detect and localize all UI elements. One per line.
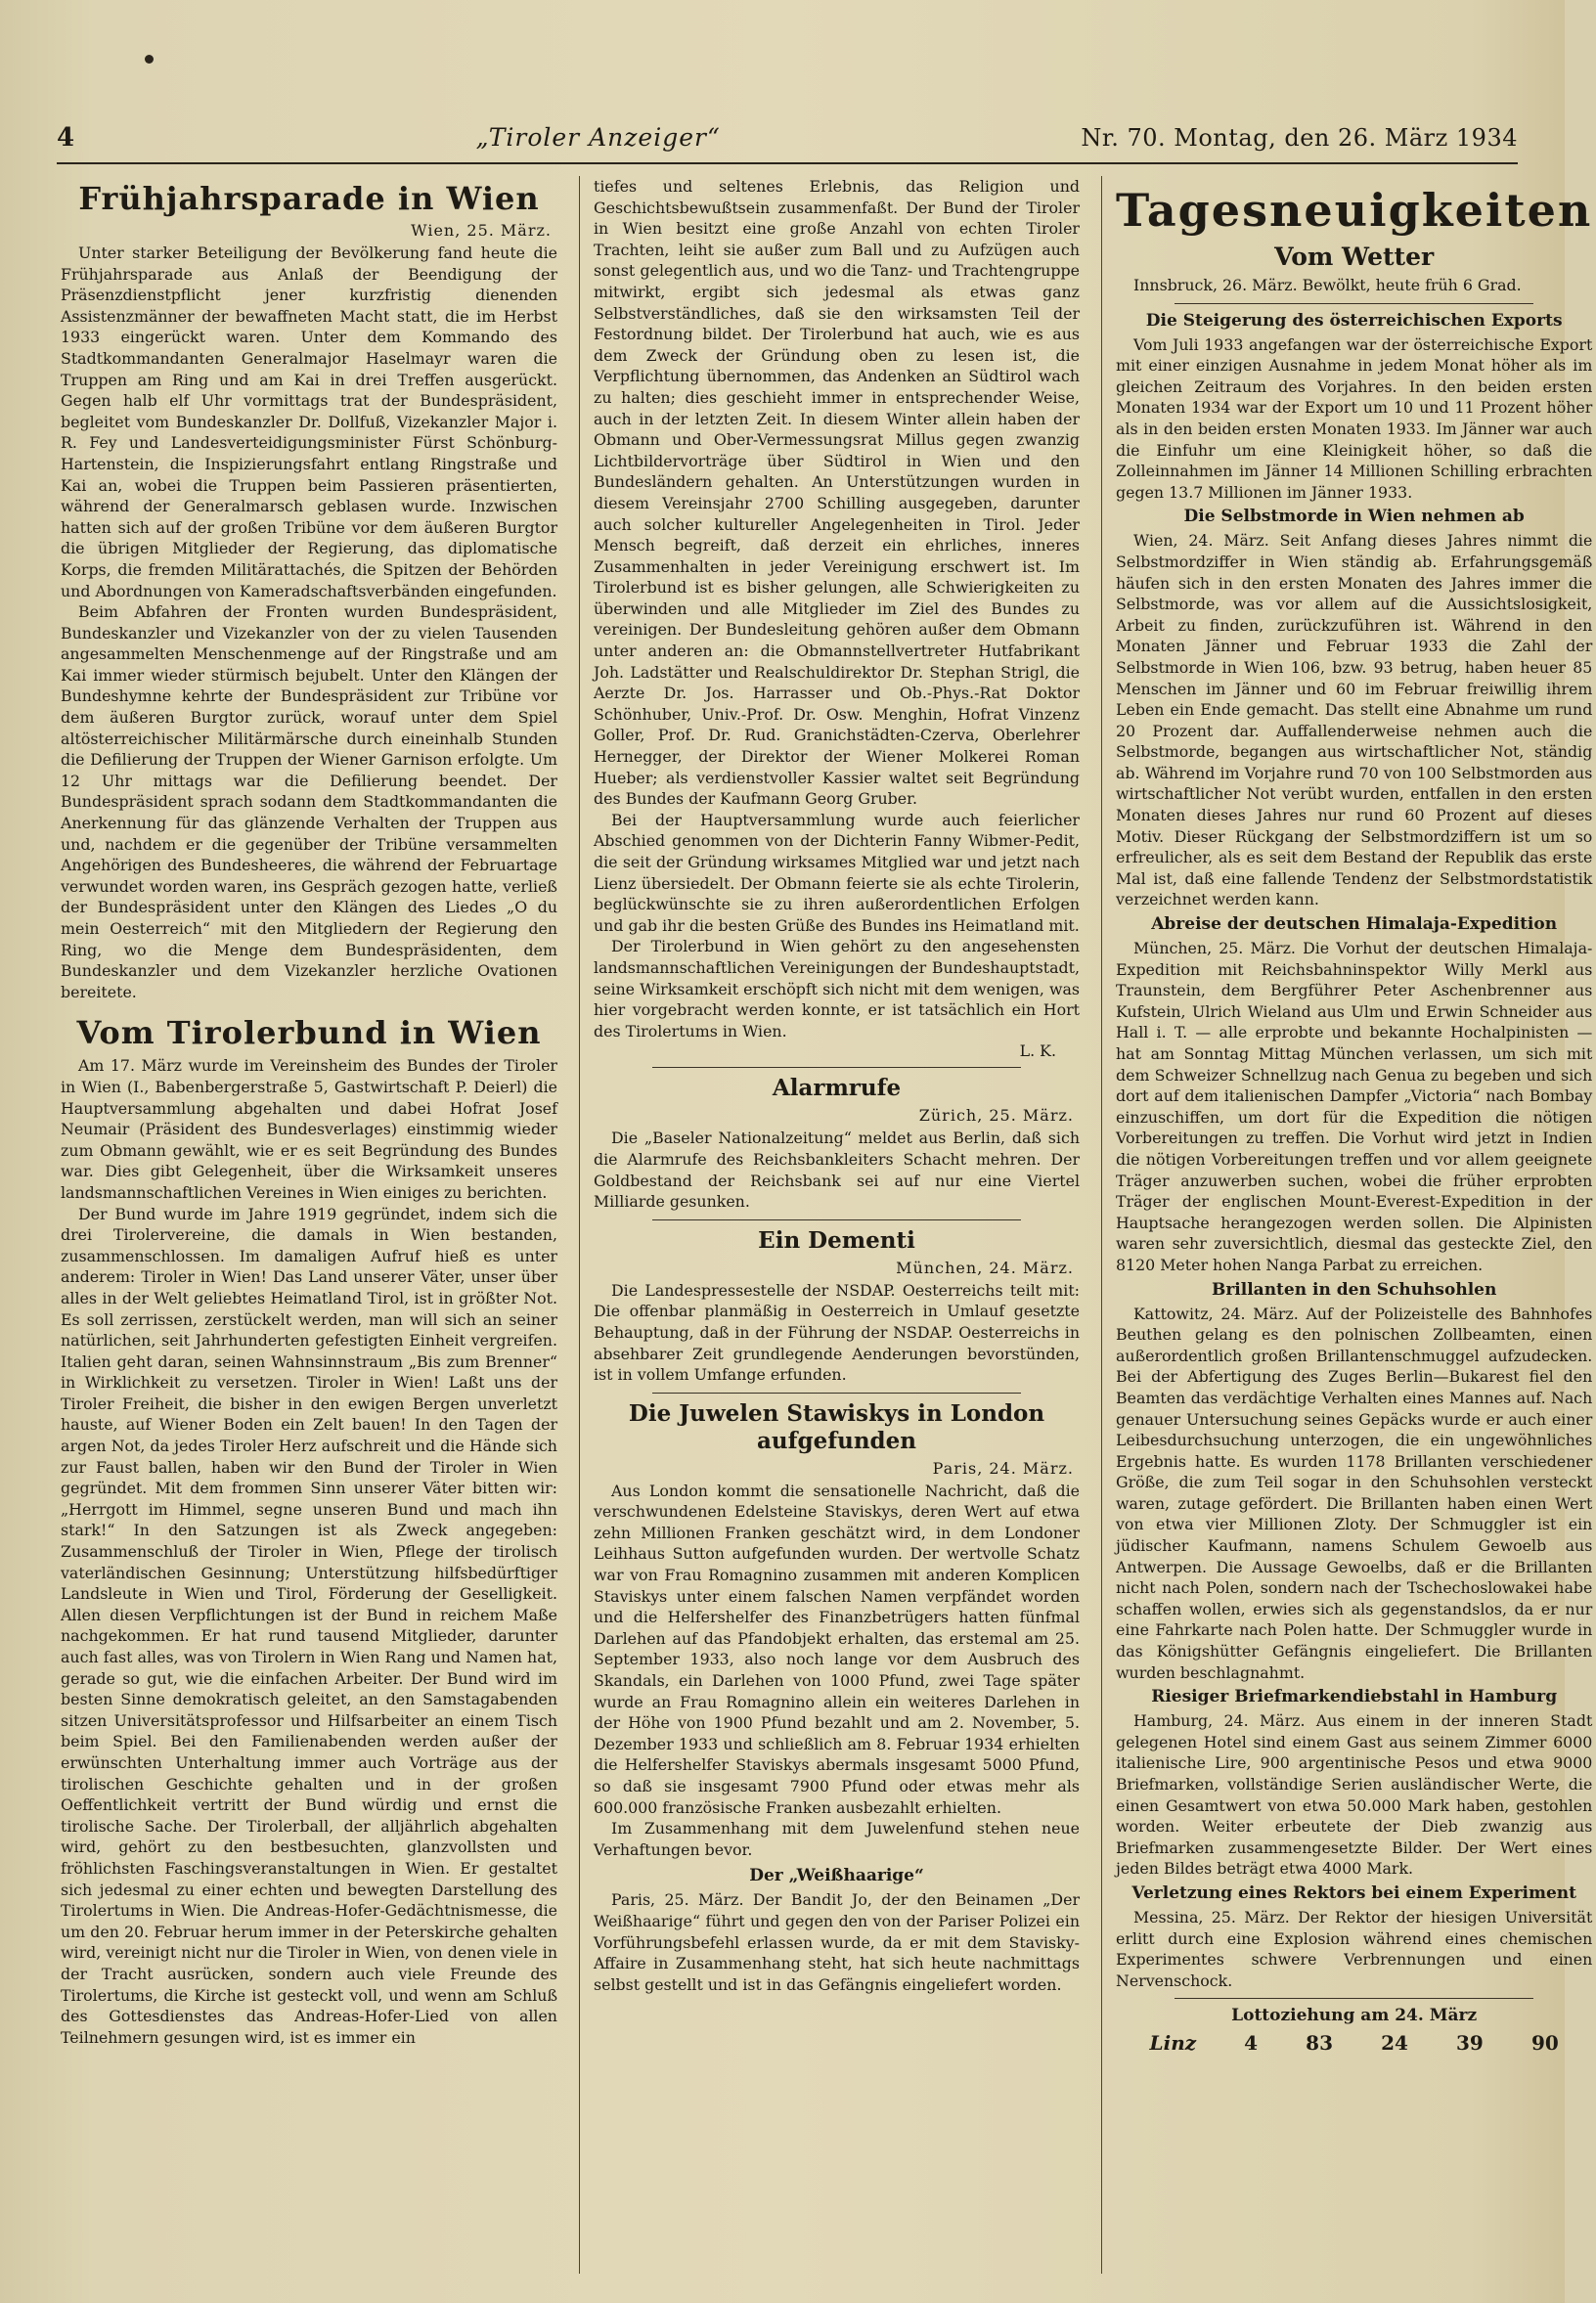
dateline: Zürich, 25. März.: [918, 1106, 1074, 1126]
lotto-title: Lottoziehung am 24. März: [1231, 2006, 1478, 2026]
column-2: [579, 176, 1084, 2274]
paragraph: Wien, 24. März. Seit Anfang dieses Jahres nimmt die Selbstmordziffer in Wien ständig ab. Erfahrungsgemäß häufen sich in den ersten Monaten des Jahres immer die Selbstmorde, was vor allem auf die Aussichtslosigkeit, Arbeit zu finden, zurückzuführen ist. Während in den Monaten Jänner und Februar 1933 die Zahl der Selbstmorde in Wien 106, bzw. 93 betrug, haben heuer 85 Menschen im Jänner und 60 im Februar freiwillig ihrem Leben ein Ende gemacht. Das stellt eine Abnahme um rund 20 Prozent dar. Auffallenderweise nehmen auch die Selbstmorde, begangen aus wirtschaftlicher Not, ständig ab. Während im Vorjahre rund 70 von 100 Selbstmorden aus wirtschaftlicher Not verübt wurden, entfallen in den ersten Monaten dieses Jahres nur rund 60 Prozent auf dieses Motiv. Dieser Rückgang der Selbstmordziffern ist um so erfreulicher, als es seit dem Bestand der Republik das erste Mal ist, daß eine fallende Tendenz der Selbstmordstatistik verzeichnet werden kann.: [1116, 531, 1593, 909]
columns: [57, 176, 1593, 2274]
paragraph: Die Landespressestelle der NSDAP. Oesterreichs teilt mit: Die offenbar planmäßig in Oesterreich in Umlauf gesetzte Behauptung, daß in der Führung der NSDAP. Oesterreichs in absehbarer Zeit grundlegende Aenderungen bevorstünden, ist in vollem Umfange erfunden.: [594, 1280, 1080, 1385]
lotto-place: Linz: [1149, 2031, 1197, 2056]
author-signature: L. K.: [1019, 1041, 1056, 1061]
article-title: Brillanten in den Schuhsohlen: [1211, 1279, 1497, 1300]
article-title: Ein Dementi: [758, 1226, 915, 1254]
divider: [1175, 1998, 1533, 1999]
lotto-number: 39: [1456, 2031, 1484, 2056]
paragraph: Kattowitz, 24. März. Auf der Polizeistelle des Bahnhofes Beuthen gelang es den polnischen Zollbeamten, einen außerordentlich großen Brillantenschmuggel aufzudecken. Bei der Abfertigung des Zuges Berlin—Bukarest fiel den Beamten das verdächtige Verhalten eines Mannes auf. Nach genauer Untersuchung seines Gepäcks wurde er auch einer Leibesdurchsuchung unterzogen, die ein ungewöhnliches Ergebnis hatte. Es wurden 1178 Brillanten verschiedener Größe, die zum Teil sogar in den Schuhsohlen versteckt waren, zutage gefördert. Die Brillanten haben einen Wert von etwa vier Millionen Zloty. Der Schmuggler ist ein jüdischer Kaufmann, namens Schulem Gewoelb aus Antwerpen. Die Aussage Gewoelbs, daß er die Brillanten nicht nach Polen, sondern nach der Tschechoslowakei habe schaffen wollen, erwies sich als gegenstandslos, da er nur eine Fahrkarte nach Polen hatte. Der Schmuggler wurde in das Königshütter Gefängnis eingeliefert. Die Brillanten wurden beschlagnahmt.: [1116, 1304, 1593, 1682]
paragraph: Paris, 25. März. Der Bandit Jo, der den Beinamen „Der Weißhaarige“ führt und gegen den von der Pariser Polizei ein Vorführungsbefehl erlassen wurde, da er mit dem Stavisky-Affaire in Zusammenhang steht, hat sich heute nachmittags selbst gestellt und ist in das Gefängnis eingeliefert worden.: [594, 1890, 1080, 1994]
paragraph: Unter starker Beteiligung der Bevölkerung fand heute die Frühjahrsparade aus Anlaß der Beendigung der Präsenzdienstpflicht jener kurzfristig dienenden Assistenzmänner der bewaffneten Macht statt, die im Herbst 1933 eingerückt waren. Unter dem Kommando des Stadtkommandanten Generalmajor Haselmayr waren die Truppen am Ring und am Kai in drei Treffen ausgerückt. Gegen halb elf Uhr vormittags trat der Bundespräsident, begleitet vom Bundeskanzler Dr. Dollfuß, Vizekanzler Major i. R. Fey und Landesverteidigungsminister Fürst Schönburg-Hartenstein, die Inspizierungsfahrt entlang Ringstraße und Kai an, wobei die Truppen beim Passieren präsentierten, während der Generalmarsch geblasen wurde. Inzwischen hatten sich auf der großen Tribüne vor dem äußeren Burgtor die übrigen Mitglieder der Regierung, das diplomatische Korps, die fremden Militärattachés, die Spitzen der Behörden und Abordnungen von Kameradschaftsverbänden eingefunden.: [61, 244, 557, 600]
newspaper-title: „Tiroler Anzeiger“: [475, 123, 721, 152]
page-header: [57, 123, 1518, 164]
article-title: Die Juwelen Stawiskys in London aufgefunden: [628, 1399, 1045, 1454]
paragraph: Bei der Hauptversammlung wurde auch feierlicher Abschied genommen von der Dichterin Fanny Wibmer-Pedit, die seit der Gründung wirksames Mitglied war und jetzt nach Lienz übersiedelt. Der Obmann feierte sie als echte Tirolerin, beglückwünschte sie zu ihren außerordentlichen Erfolgen und gab ihr die besten Grüße des Bundes ins Heimatland mit.: [594, 810, 1080, 935]
divider: [652, 1219, 1021, 1220]
issue-info: Nr. 70. Montag, den 26. März 1934: [1081, 124, 1518, 152]
paragraph: tiefes und seltenes Erlebnis, das Religion und Geschichtsbewußtsein zusammenfaßt. Der Bund der Tiroler in Wien besitzt eine große Anzahl von echten Tiroler Trachten, leiht sie außer zum Ball und zu Aufzügen auch sonst gelegentlich aus, und wo die Tanz- und Trachtengruppe mitwirkt, ergibt sich jedesmal als etwas ganz Selbstverständliches, daß sie den wirksamsten Teil der Festordnung bildet. Der Tirolerbund hat auch, wie es aus dem Zweck der Gründung oben zu lesen ist, die Verpflichtung übernommen, das Andenken an Südtirol wach zu halten; dies geschieht immer in entsprechender Weise, auch in der letzten Zeit. In diesem Winter allein haben der Obmann und Ober-Vermessungsrat Millus gegen zwanzig Lichtbildervorträge über Südtirol in Wien und den Bundesländern gehalten. An Unterstützungen wurden in diesem Vereinsjahr 2700 Schilling ausgegeben, darunter auch solcher kultureller Angelegenheiten in Tirol. Jeder Mensch begreift, daß derzeit ein ehrliches, inneres Zusammenhalten in jeder Vereinigung erschwert ist. Im Tirolerbund ist es bisher gelungen, alle Schwierigkeiten zu überwinden und alle Mitglieder im Ziel des Bundes zu vereinigen. Der Bundesleitung gehören außer dem Obmann unter anderen an: die Obmannstellvertreter Hutfabrikant Joh. Ladstätter und Realschuldirektor Dr. Stephan Strigl, die Aerzte Dr. Jos. Harrasser und Ob.-Phys.-Rat Doktor Schönhuber, Univ.-Prof. Dr. Osw. Menghin, Hofrat Vinzenz Goller, Prof. Dr. Rud. Granichstädten-Czerva, Oberlehrer Hernegger, der Direktor der Wiener Molkerei Roman Hueber; als verdienstvoller Kassier waltet seit Begründung des Bundes der Kaufmann Georg Gruber.: [594, 177, 1080, 809]
article-title: Der „Weißhaarige“: [749, 1866, 924, 1886]
article-title: Die Selbstmorde in Wien nehmen ab: [1183, 507, 1525, 527]
article-title: Abreise der deutschen Himalaja-Expedition: [1151, 914, 1558, 935]
dateline: München, 24. März.: [896, 1258, 1074, 1277]
divider: [652, 1067, 1021, 1068]
paragraph: Der Bund wurde im Jahre 1919 gegründet, indem sich die drei Tirolervereine, die damals in Wien bestanden, zusammenschlossen. Im damaligen Aufruf hieß es unter anderem: Tiroler in Wien! Das Land unserer Väter, unser über alles in der Welt geliebtes Heimatland Tirol, ist in größter Not. Es soll zerrissen, zerstückelt werden, man will sich an seiner natürlichen, seit Jahrhunderten gefestigten Einheit vergreifen. Italien geht daran, seinen Wahnsinnstraum „Bis zum Brenner“ in Wirklichkeit zu versetzen. Tiroler in Wien! Laßt uns der Tiroler Freiheit, die bisher in den ewigen Bergen unverletzt hauste, auf Wiener Boden ein Zelt bauen! In den Tagen der argen Not, da jedes Tiroler Herz aufschreit und die Hände sich zur Faust ballen, haben wir den Bund der Tiroler in Wien gegründet. Mit dem frommen Sinn unserer Väter bitten wir: „Herrgott im Himmel, segne unseren Bund und mach ihn stark!“ In den Satzungen ist als Zweck angegeben: Zusammenschluß der Tiroler in Wien, Pflege der tirolisch vaterländischen Gesinnung; Unterstützung hilfsbedürftiger Landsleute in Wien und Tirol, Förderung der Geselligkeit. Allen diesen Verpflichtungen ist der Bund in reichem Maße nachgekommen. Er hat rund tausend Mitglieder, darunter auch fast alles, was von Tirolern in Wien Rang und Namen hat, gerade so gut, wie die einfachen Arbeiter. Der Bund wird im besten Sinne demokratisch geleitet, an den Samstagabenden sitzen Universitätsprofessor und Hilfsarbeiter an einem Tisch beim Spiel. Bei den Familienabenden werden außer der erwünschten Unterhaltung immer auch Vorträge aus der tirolischen Geschichte gehalten und in der großen Oeffentlichkeit vertritt der Bund würdig und ernst die tirolische Sache. Der Tirolerball, der alljährlich abgehalten wird, gehört zu den bestbesuchten, glanzvollsten und fröhlichsten Faschingsveranstaltungen in Wien. Er gestaltet sich jedesmal zu einer echten und bewegten Darstellung des Tirolertums in Wien. Die Andreas-Hofer-Gedächtnismesse, die um den 20. Februar herum immer in der Peterskirche gehalten wird, vereinigt nicht nur die Tiroler in Wien, von denen viele in der Tracht ausrücken, sondern auch viele Freunde des Tirolertums, die Kirche ist gesteckt voll, und wenn am Schluß des Gottesdienstes das Andreas-Hofer-Lied von allen Teilnehmern gesungen wird, ist es immer ein: [61, 1204, 557, 2047]
column-3: [1101, 176, 1596, 2274]
paragraph: Aus London kommt die sensationelle Nachricht, daß die verschwundenen Edelsteine Staviskys, deren Wert auf etwa zehn Millionen Franken geschätzt wird, in dem Londoner Leihhaus Sutton aufgefunden wurden. Der wertvolle Schatz war von Frau Romagnino zusammen mit anderen Komplicen Staviskys unter einem falschen Namen verpfändet worden und die Helfershelfer des Finanzbetrügers hatten fünfmal Darlehen auf das Pfandobjekt erhalten, das erstemal am 25. September 1933, also noch lange vor dem Ausbruch des Skandals, ein Darlehen von 1000 Pfund, zwei Tage später wurde an Frau Romagnino allein ein weiteres Darlehen in der Höhe von 1900 Pfund bezahlt und am 2. November, 5. Dezember 1933 und schließlich am 8. Februar 1934 erhielten die Helfershelfer Staviskys abermals insgesamt 5000 Pfund, so daß sie insgesamt 7900 Pfund oder etwas mehr als 600.000 französische Franken ausbezahlt erhielten.: [594, 1481, 1080, 1817]
paragraph: Beim Abfahren der Fronten wurden Bundespräsident, Bundeskanzler und Vizekanzler von der zu vielen Tausenden angesammelten Menschenmenge auf der Ringstraße und am Kai immer wieder stürmisch bejubelt. Unter den Klängen der Bundeshymne kehrte der Bundespräsident zur Tribüne vor dem äußeren Burgtor zurück, worauf unter dem Spiel altösterreichischer Militärmärsche durch eineinhalb Stunden die Defilierung der Truppen der Wiener Garnison erfolgte. Um 12 Uhr mittags war die Defilierung beendet. Der Bundespräsident sprach sodann dem Stadtkommandanten die Anerkennung für das glänzende Verhalten der Truppen aus und, nachdem er die gegenüber der Tribüne versammelten Angehörigen des Bundesheeres, die während der Februartage verwundet worden waren, ins Gespräch gezogen hatte, verließ der Bundespräsident unter den Klängen des Liedes „O du mein Oesterreich“ mit den Mitgliedern der Regierung den Ring, wo die Menge dem Bundespräsidenten, dem Bundeskanzler und dem Vizekanzler herzliche Ovationen bereitete.: [61, 602, 557, 1001]
paragraph: Vom Juli 1933 angefangen war der österreichische Export mit einer einzigen Ausnahme in jedem Monat höher als im gleichen Zeitraum des Vorjahres. In den beiden ersten Monaten 1934 war der Export um 10 und 11 Prozent höher als in den beiden ersten Monaten 1933. Im Jänner war auch die Einfuhr um eine Kleinigkeit höher, so daß die Zolleinnahmen im Jänner 14 Millionen Schilling erbrachten gegen 13.7 Millionen im Jänner 1933.: [1116, 334, 1593, 502]
paragraph: Die „Baseler Nationalzeitung“ meldet aus Berlin, daß sich die Alarmrufe des Reichsbankleiters Schacht mehren. Der Goldbestand der Reichsbank sei auf nur eine Viertel Milliarde gesunken.: [594, 1129, 1080, 1212]
article-title: Vom Tirolerbund in Wien: [76, 1014, 542, 1052]
lotto-number: 83: [1306, 2031, 1334, 2056]
paragraph: Innsbruck, 26. März. Bewölkt, heute früh 6 Grad.: [1133, 276, 1522, 294]
paragraph: Im Zusammenhang mit dem Juwelenfund stehen neue Verhaftungen bevor.: [594, 1819, 1080, 1859]
lotto-number: 4: [1244, 2031, 1259, 2056]
article-title: Vom Wetter: [1274, 243, 1435, 271]
lotto-numbers: [1116, 2031, 1592, 2055]
paragraph: Der Tirolerbund in Wien gehört zu den angesehensten landsmannschaftlichen Vereinigungen der Bundeshauptstadt, seine Wirksamkeit erschöpft sich nicht mit dem wenigen, was hier vorgebracht werden konnte, er ist tatsächlich ein Hort des Tirolertums in Wien.: [594, 937, 1080, 1041]
paragraph: Messina, 25. März. Der Rektor der hiesigen Universität erlitt durch eine Explosion während eines chemischen Experimentes schwere Verbrennungen und einen Nervenschock.: [1116, 1907, 1593, 1990]
dateline: Wien, 25. März.: [411, 221, 552, 240]
article-title: Frühjahrsparade in Wien: [78, 180, 540, 217]
section-title: Tagesneuigkeiten: [1116, 184, 1593, 237]
article-title: Alarmrufe: [772, 1075, 902, 1102]
paragraph: Hamburg, 24. März. Aus einem in der inneren Stadt gelegenen Hotel sind einem Gast aus seinem Zimmer 6000 italienische Lire, 900 argentinische Pesos und etwa 9000 Briefmarken, vollständige Serien ausländischer Werte, die einen Gesamtwert von etwa 50.000 Mark haben, gestohlen worden. Weiter erbeutete der Dieb zwanzig aus Briefmarken zusammengesetzte Bilder. Der Wert eines jeden Bildes beträgt etwa 4000 Mark.: [1116, 1711, 1593, 1879]
ink-spot: [145, 55, 154, 64]
column-1: [57, 176, 561, 2274]
divider: [1175, 303, 1533, 304]
article-title: Riesiger Briefmarkendiebstahl in Hamburg: [1151, 1687, 1558, 1707]
divider: [652, 1393, 1021, 1394]
lotto-number: 24: [1381, 2031, 1408, 2056]
dateline: Paris, 24. März.: [932, 1458, 1074, 1478]
paragraph: Am 17. März wurde im Vereinsheim des Bundes der Tiroler in Wien (I., Babenbergerstraße 5, Gastwirtschaft P. Deierl) die Hauptversammlung abgehalten und dabei Hofrat Josef Neumair (Präsident des Bundesverlages) einstimmig wieder zum Obmann gewählt, wie er es seit Begründung des Bundes war. Dies gibt Gelegenheit, über die Wirksamkeit unseres landsmannschaftlichen Vereines in Wien einiges zu berichten.: [61, 1056, 557, 1202]
article-title: Die Steigerung des österreichischen Exports: [1145, 310, 1563, 331]
page-number: 4: [57, 123, 75, 153]
article-title: Verletzung eines Rektors bei einem Experiment: [1131, 1882, 1576, 1903]
lotto-number: 90: [1530, 2031, 1559, 2056]
paragraph: München, 25. März. Die Vorhut der deutschen Himalaja-Expedition mit Reichsbahninspektor Willy Merkl aus Traunstein, dem Bergführer Peter Aschenbrenner aus Kufstein, Ulrich Wieland aus Ulm und Erwin Schneider aus Hall i. T. — alle erprobte und bekannte Hochalpinisten — hat am Sonntag Mittag München verlassen, um sich mit dem Schweizer Schnellzug nach Genua zu begeben und sich dort auf dem italienischen Dampfer „Victoria“ nach Bombay einzuschiffen, um dort für die Expedition die nötigen Vorbereitungen zu treffen. Die Vorhut wird jetzt in Indien die nötigen Vorbereitungen treffen und vor allem geeignete Träger anzuwerben suchen, wobei die früher erprobten Träger der englischen Mount-Everest-Expedition in der Hauptsache herangezogen werden sollen. Die Alpinisten waren sehr zuversichtlich, diesmal das gesteckte Ziel, den 8120 Meter hohen Nanga Parbat zu erreichen.: [1116, 939, 1593, 1274]
